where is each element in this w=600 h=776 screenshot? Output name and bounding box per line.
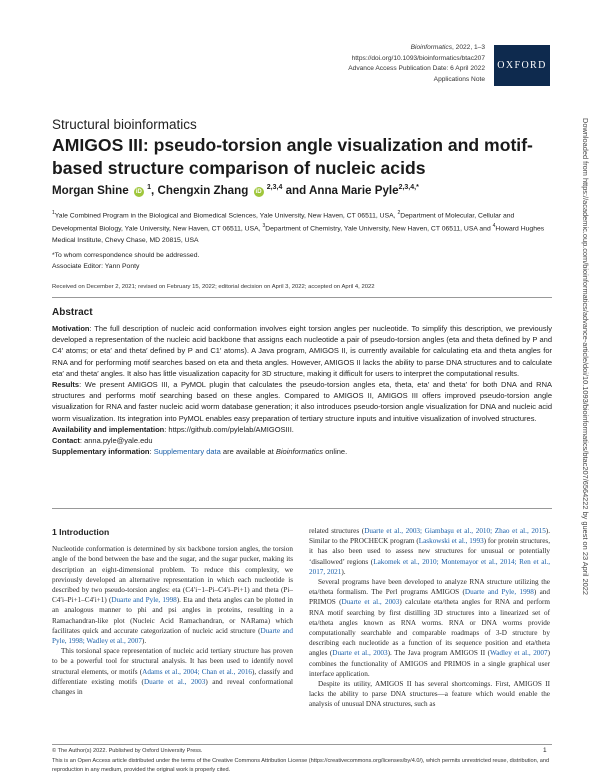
citation-link[interactable]: Duarte et al., 2003 — [332, 649, 388, 658]
body-text: ). Similar to the PROCHECK program ( — [309, 527, 550, 546]
article-type: Applications Note — [433, 75, 485, 83]
license-text: This is an Open Access article distributed under the terms of the Creative Commons Attribution License (https://creativecommons.org/licenses/by/4.0/), which permits unrestricted reuse, distribution, and reproduction in any medium, provided the original work is properly cited. — [52, 757, 550, 773]
abstract-label: Supplementary information — [52, 447, 150, 457]
abstract-availability — [52, 424, 552, 435]
abstract-motivation — [52, 323, 552, 379]
citation-link[interactable]: Lakomek et al., 2010; Montemayor et al., 2014; Ren et al., 2017, 2021 — [309, 557, 550, 576]
abstract-label: Contact — [52, 436, 80, 446]
correspondence-note: *To whom correspondence should be addressed. — [52, 252, 200, 259]
citation-link[interactable]: Wadley et al., 2007 — [490, 649, 548, 658]
page-footer — [52, 747, 552, 776]
abstract-body — [52, 323, 552, 457]
associate-editor: Associate Editor: Yann Ponty — [52, 263, 140, 270]
abstract-label: Motivation — [52, 324, 90, 333]
journal-header — [348, 43, 485, 85]
journal-citation: , 2022, 1–3 — [452, 44, 485, 51]
citation-link[interactable]: Duarte et al., 2003 — [341, 598, 400, 607]
correspondence-block — [52, 250, 199, 272]
abstract-text: : We present AMIGOS III, a PyMOL plugin that calculates the pseudo-torsion angles eta, theta, eta′ and theta′ for both DNA and RNA structures and performs motif searching based on these angles. Compared to AMIGOS II, AMIGOS III offers improved pseudo-torsion angle visualization for RNA and faster nucleic acid worm database generation; it also introduces pseudo-torsion angle visualization for DNA and nucleic acid worm visualization. Its integration into PyMOL enables easy preparation of tertiary structure inputs and intuitive visualization of involved structures. — [52, 380, 552, 423]
section-label: Structural bioinformatics — [52, 117, 197, 132]
availability-link[interactable]: : https://github.com/pylelab/AMIGOSIII. — [164, 424, 294, 434]
body-text: ). — [141, 637, 147, 646]
body-text: ). The Java program AMIGOS II ( — [387, 649, 491, 658]
paper-title: AMIGOS III: pseudo-torsion angle visualization and motif-based structure comparison of nucleic acids — [52, 135, 533, 178]
affil-text: Yale Combined Program in the Biological and Biomedical Sciences, Yale University, New Haven, CT 06511, USA, — [54, 212, 398, 220]
body-paragraph — [309, 577, 550, 679]
affil-text: Department of Molecular, Cellular and Developmental Biology, Yale University, New Haven, CT 06511, USA, — [52, 212, 515, 233]
advance-access-date: Advance Access Publication Date: 6 April 2022 — [348, 65, 485, 72]
divider — [52, 744, 552, 745]
body-text: related structures ( — [309, 527, 365, 535]
affil-sup: 1 — [52, 210, 55, 216]
body-text: ) and PRIMOS ( — [309, 588, 550, 607]
body-text: Several programs have been developed to analyze RNA structure utilizing the eta/theta formalism. The Perl programs AMIGOS ( — [309, 578, 550, 597]
author-affiliation-sup: 2,3,4,* — [398, 184, 419, 192]
divider — [52, 297, 552, 298]
abstract-text: are available at — [220, 447, 276, 457]
body-column-left — [52, 527, 294, 697]
author-list: Morgan Shine iD $^1$, Chengxin Zhang iD $^{2,3,4}$ and Anna Marie Pyle$^{2,3,4,*}$ — [52, 184, 419, 197]
body-column-right — [309, 526, 550, 710]
citation-link[interactable]: Duarte et al., 2003; Giambaşu et al., 2010; Zhao et al., 2015 — [364, 527, 546, 535]
copyright-line: © The Author(s) 2022. Published by Oxford University Press. — [52, 748, 203, 754]
abstract-text: : The full description of nucleic acid conformation involves eight torsion angles per nucleotide. To simplify this description, we previously developed a representation of the nucleic acid backbone that assigns each nucleotide a pair of pseudo-torsion angles (eta and theta defined by P and C4′ atoms; or eta′ and theta′ defined by P and C1′ atoms). A Java program, AMIGOS II, is currently available for calculating eta and theta angles for RNA and for performing motif searches based on eta and theta angles. However, AMIGOS II lacks the ability to parse DNA structures and to calculate eta′ and theta′ angles. It also has little visualization capacity for 3D structure, making it difficult for users to interpret the computational results. — [52, 324, 552, 378]
doi-link[interactable]: https://doi.org/10.1093/bioinformatics/btac207 — [351, 54, 485, 62]
abstract-journal: Bioinformatics — [275, 447, 323, 457]
citation-link[interactable]: Adams et al., 2004; Chan et al., 2016 — [142, 667, 253, 676]
body-text: This torsional space representation of nucleic acid tertiary structure has proven to be a powerful tool for structural analysis. It has been used to identify novel structural elements, or motifs ( — [52, 647, 293, 676]
abstract-supplementary — [52, 446, 552, 457]
author-affiliation-sup: 2,3,4 — [266, 184, 283, 192]
affil-sup: 3 — [262, 223, 266, 230]
affil-text: Howard Hughes Medical Institute, Chevy Chase, MD 20815, USA — [52, 225, 545, 244]
abstract-contact — [52, 435, 552, 446]
body-text: ) combines the functionality of AMIGOS and PRIMOS in a single graphical user interface application. — [309, 649, 550, 678]
page-number: 1 — [543, 747, 547, 754]
abstract-label: Availability and implementation — [52, 424, 165, 434]
body-paragraph — [309, 526, 550, 577]
author-name: Chengxin Zhang — [157, 184, 249, 197]
abstract-text: : — [149, 447, 154, 457]
body-text: ), classify and differentiate existing motifs ( — [52, 667, 294, 686]
body-paragraph — [52, 544, 293, 646]
citation-link[interactable]: Laskowski et al., 1993 — [418, 537, 484, 546]
contact-email[interactable]: : anna.pyle@yale.edu — [79, 436, 153, 446]
abstract-heading: Abstract — [52, 307, 93, 318]
body-text: ). Eta and theta angles can be plotted in an analogous manner to phi and psi angles in proteins, resulting in a Ramachandran-like plot (Nucleic Acid Ramachandran, or NARama) which facilitates quick and accurate categorization of nucleic acid structure ( — [52, 596, 293, 635]
divider — [52, 508, 552, 509]
body-paragraph: Despite its utility, AMIGOS II has several shortcomings. First, AMIGOS II lacks the ability to parse DNA structures—a feature which would enable the analysis of unusual DNA structures, such as — [309, 680, 550, 709]
publication-dates: Received on December 2, 2021; revised on February 15, 2022; editorial decision on April 3, 2022; accepted on April 4, 2022 — [52, 284, 375, 290]
citation-link[interactable]: Duarte and Pyle, 1998 — [464, 588, 534, 597]
download-side-note — [580, 118, 590, 738]
download-side-text: Downloaded from https://academic.oup.com/bioinformatics/advance-article/doi/10.1093/bioinformatics/btac207/6564222 by guest on 23 April 2022 — [581, 118, 590, 595]
oxford-logo — [494, 45, 550, 86]
body-text: ). — [341, 567, 346, 576]
body-text: ) calculate eta/theta angles for RNA and perform RNA motif searching by first distilling 3D structures into a linearized set of eta/theta angles known as RNA worms. RNA or DNA worms provide computationally searchable and comparable roadmaps of 3-D structure by describing each nucleotide as a function of its sequence position and eta/theta angles ( — [309, 598, 550, 658]
orcid-icon[interactable]: iD — [135, 189, 142, 195]
intro-heading: 1 Introduction — [52, 527, 110, 537]
oxford-logo-text: OXFORD — [497, 60, 547, 71]
citation-link[interactable]: Duarte et al., 2003 — [143, 677, 206, 686]
affil-sup: 2 — [397, 210, 401, 216]
abstract-results — [52, 379, 552, 424]
affiliations — [52, 208, 552, 246]
affil-text: Department of Chemistry, Yale University, New Haven, CT 06511, USA and — [265, 225, 493, 233]
body-text: Nucleotide conformation is determined by six backbone torsion angles, the torsion angle of the bond between the base and the sugar, and the sugar pucker, making its description an eight-dimensional problem. To reduce this complexity, we previously developed an alternative representation in which each nucleotide is described by two pseudo-torsion angles: eta (C4′i−1–Pi–C4′i–Pi+1) and theta (Pi–C4′i–Pi+1–C4′i+1) ( — [52, 545, 293, 605]
affil-sup: 4 — [492, 223, 496, 230]
citation-link[interactable]: Duarte and Pyle, 1998 — [111, 596, 177, 605]
citation-link[interactable]: Duarte and Pyle, 1998; Wadley et al., 2007 — [52, 626, 293, 646]
abstract-label: Results — [52, 380, 80, 390]
orcid-icon[interactable]: iD — [255, 189, 262, 195]
abstract-text: online. — [322, 447, 348, 457]
author-name: Morgan Shine — [52, 184, 129, 197]
body-text: ) and reveal conformational changes in — [52, 677, 294, 697]
body-text: ) for protein structures, it has also been used to assess new structures for unusual or potentially ‘disallowed’ regions ( — [309, 537, 550, 566]
supplementary-link[interactable]: Supplementary data — [153, 447, 221, 457]
author-affiliation-sup: 1 — [147, 184, 152, 192]
author-name: and Anna Marie Pyle — [285, 184, 399, 197]
body-paragraph — [52, 646, 293, 697]
journal-name: Bioinformatics — [410, 44, 452, 51]
